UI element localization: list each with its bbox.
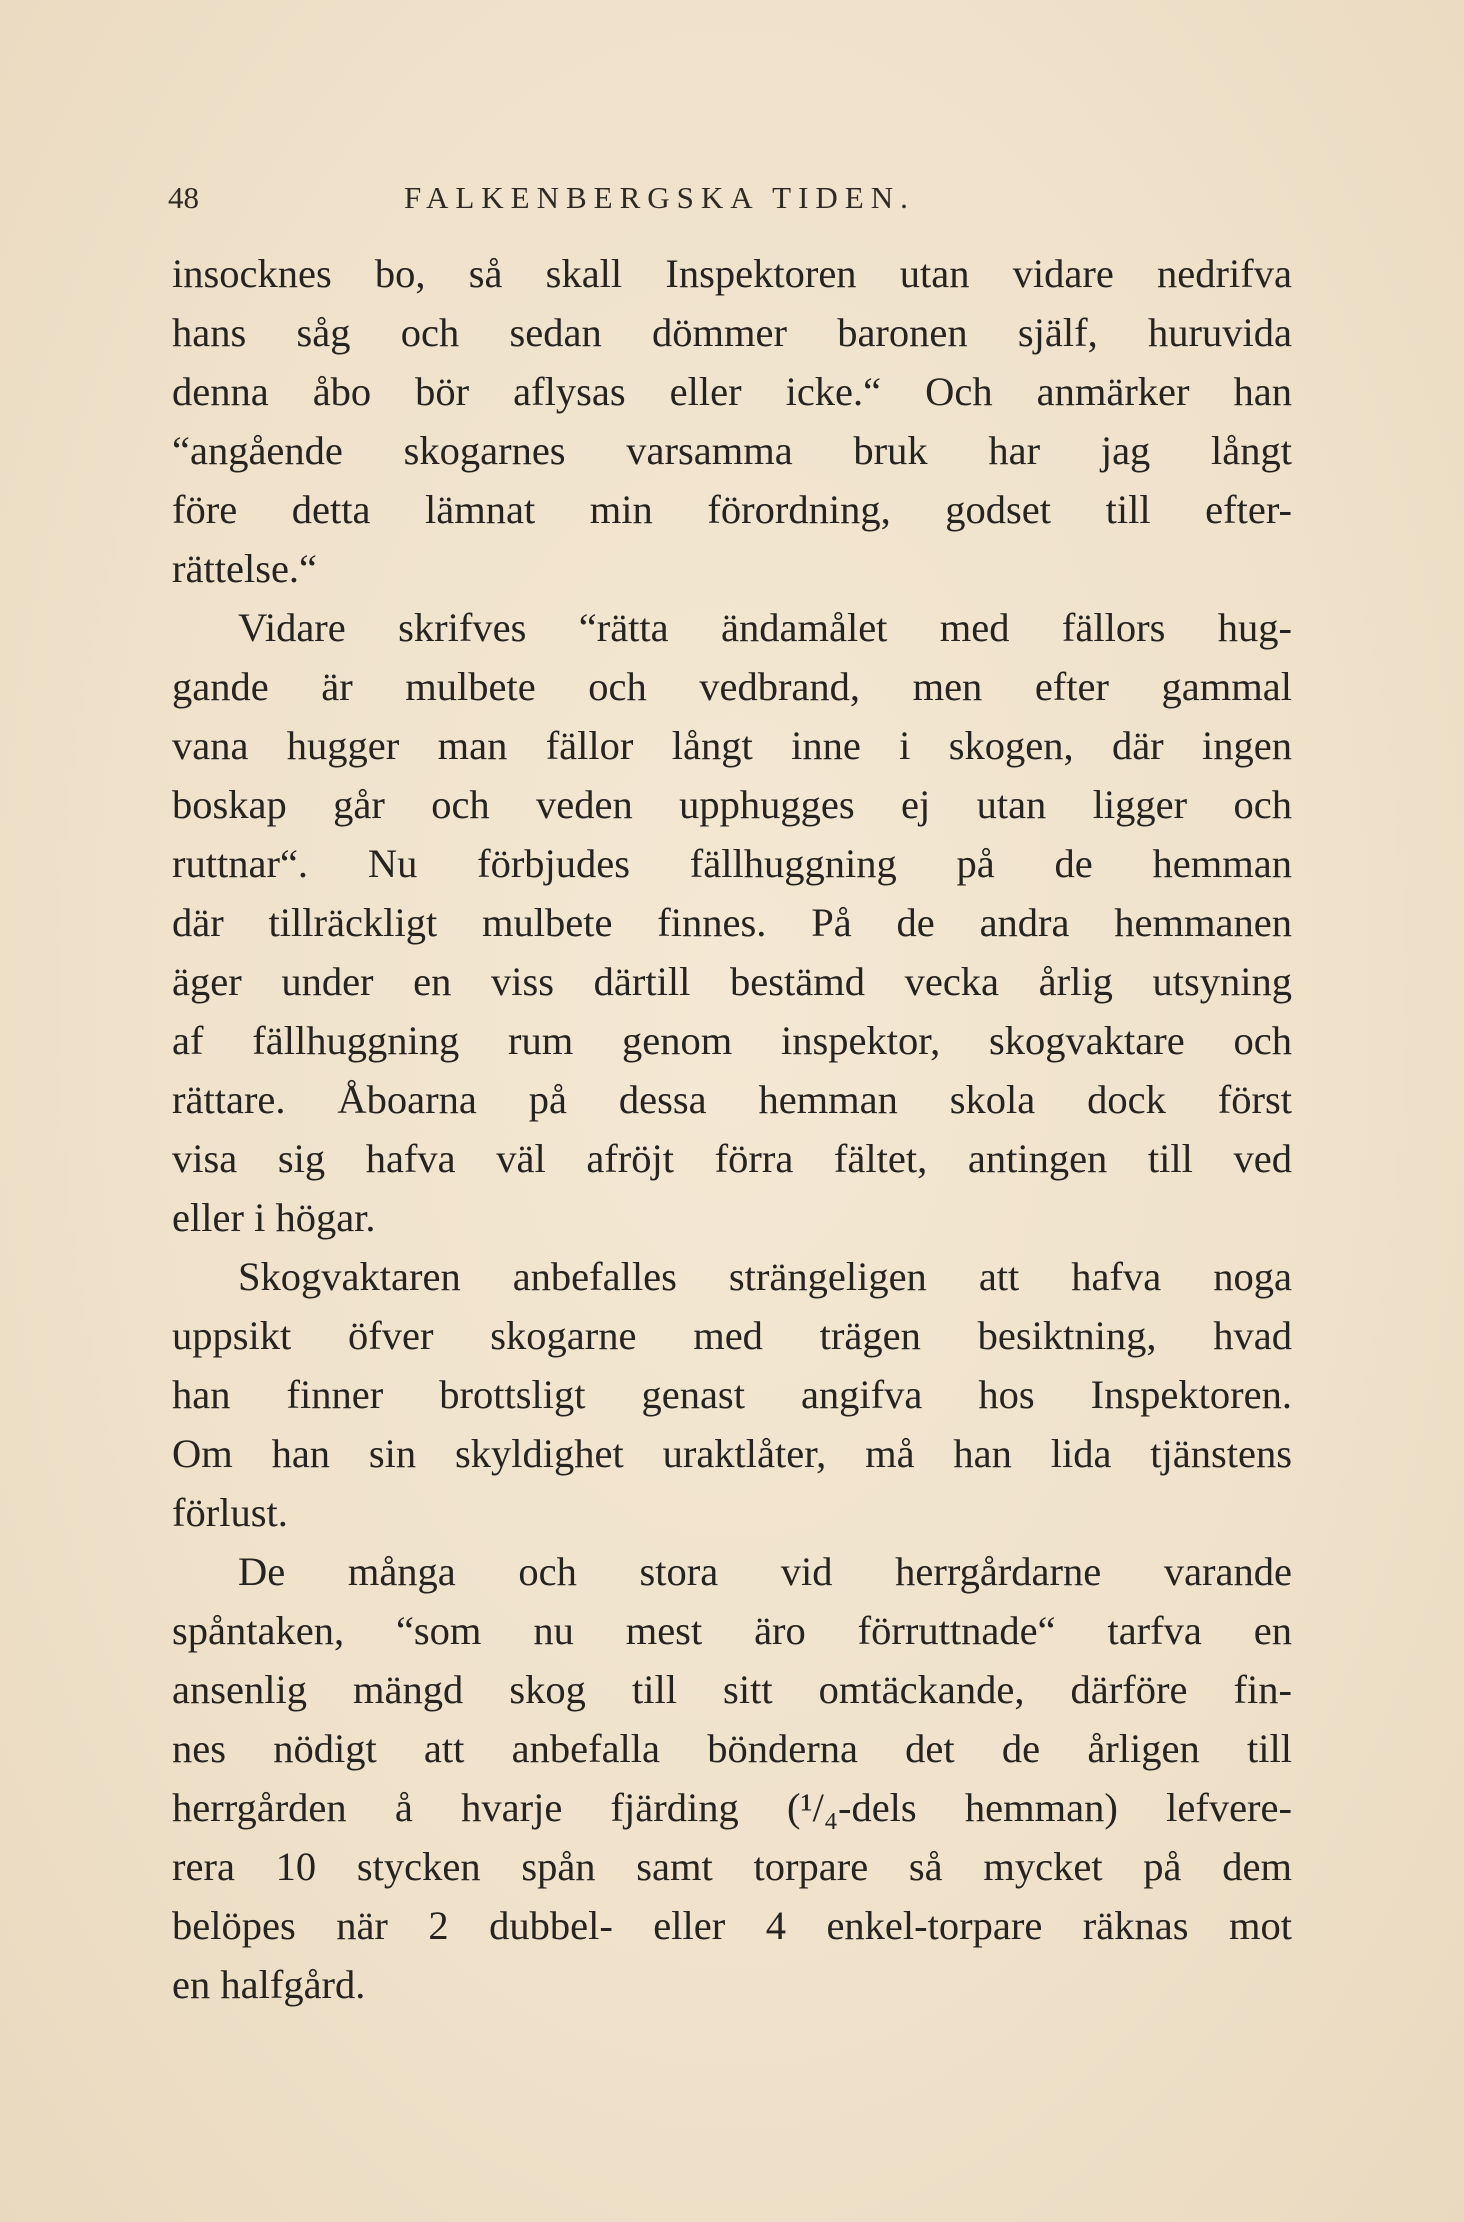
text-line: visa sig hafva väl afröjt förra fältet, antingen till ved xyxy=(172,1136,1292,1181)
text-line: insocknes bo, så skall Inspektoren utan vidare nedrifva xyxy=(172,251,1292,296)
text-line: nes nödigt att anbefalla bönderna det de årligen till xyxy=(172,1726,1292,1771)
text-line: en halfgård. xyxy=(172,1962,366,2007)
text-line: rättare. Åboarna på dessa hemman skola dock först xyxy=(172,1077,1292,1122)
text-line: ansenlig mängd skog till sitt omtäckande, därföre fin- xyxy=(172,1667,1292,1712)
text-line: herrgården å hvarje fjärding (¹/₄-dels hemman) lefvere- xyxy=(172,1785,1292,1830)
text-line: före detta lämnat min förordning, godset till efter- xyxy=(172,487,1292,532)
text-line: gande är mulbete och vedbrand, men efter gammal xyxy=(172,664,1292,709)
text-line: äger under en viss därtill bestämd vecka årlig utsyning xyxy=(172,959,1292,1004)
text-line: rera 10 stycken spån samt torpare så mycket på dem xyxy=(172,1844,1292,1889)
page-number: 48 xyxy=(168,180,199,215)
text-line: förlust. xyxy=(172,1490,288,1535)
text-line: där tillräckligt mulbete finnes. På de andra hemmanen xyxy=(172,900,1292,945)
text-line: ruttnar“. Nu förbjudes fällhuggning på de hemman xyxy=(172,841,1292,886)
text-line: “angående skogarnes varsamma bruk har jag långt xyxy=(172,428,1292,473)
text-line: vana hugger man fällor långt inne i skogen, där ingen xyxy=(172,723,1292,768)
text-line: belöpes när 2 dubbel- eller 4 enkel-torpare räknas mot xyxy=(172,1903,1292,1948)
page-header xyxy=(168,176,1298,224)
text-line: eller i högar. xyxy=(172,1195,376,1240)
text-line: boskap går och veden upphugges ej utan ligger och xyxy=(172,782,1292,827)
text-line: hans såg och sedan dömmer baronen själf, huruvida xyxy=(172,310,1292,355)
paragraph-2 xyxy=(172,598,1292,1247)
paragraph-3 xyxy=(172,1247,1292,1542)
text-line: Skogvaktaren anbefalles strängeligen att hafva noga xyxy=(238,1254,1292,1299)
text-line: denna åbo bör aflysas eller icke.“ Och anmärker han xyxy=(172,369,1292,414)
running-title: FALKENBERGSKA TIDEN. xyxy=(404,180,915,215)
text-line: Vidare skrifves “rätta ändamålet med fällors hug- xyxy=(238,605,1292,650)
body-text xyxy=(172,244,1292,2014)
paragraph-1 xyxy=(172,244,1292,598)
paragraph-4 xyxy=(172,1542,1292,2014)
text-line: spåntaken, “som nu mest äro förruttnade“ tarfva en xyxy=(172,1608,1292,1653)
text-line: Om han sin skyldighet uraktlåter, må han lida tjänstens xyxy=(172,1431,1292,1476)
text-line: han finner brottsligt genast angifva hos Inspektoren. xyxy=(172,1372,1292,1417)
text-line: rättelse.“ xyxy=(172,546,318,591)
text-line: uppsikt öfver skogarne med trägen besiktning, hvad xyxy=(172,1313,1292,1358)
text-line: De många och stora vid herrgårdarne varande xyxy=(238,1549,1292,1594)
text-line: af fällhuggning rum genom inspektor, skogvaktare och xyxy=(172,1018,1292,1063)
